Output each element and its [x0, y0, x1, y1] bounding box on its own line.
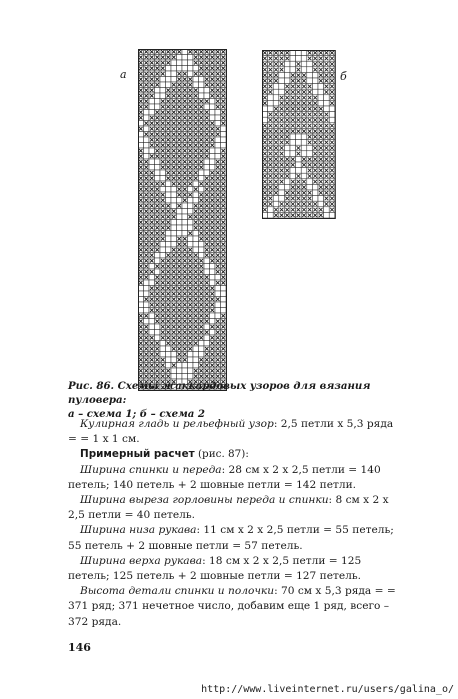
paragraph-gauge: Кулирная гладь и рельефный узор: 2,5 петли х 5,3 ряда = = 1 х 1 см.	[68, 418, 394, 446]
caption-line-2: а – схема 1; б – схема 2	[68, 408, 205, 420]
caption-line-1: Рис. 86. Схемы жаккардовых узоров для вязания пуловера:	[68, 380, 371, 406]
pattern-chart-b	[262, 50, 336, 219]
pattern-chart-a	[138, 49, 227, 391]
paragraph-cuff-width: Ширина низа рукава: 11 см х 2 х 2,5 петли = 55 петель; 55 петель + 2 шовные петли = 57 петель.	[68, 524, 394, 552]
paragraph-neckline-width: Ширина выреза горловины переда и спинки: 8 см х 2 х 2,5 петли = 40 петель.	[68, 494, 389, 522]
chart-a-label: а	[120, 68, 127, 81]
paragraph-body-height: Высота детали спинки и полочки: 70 см х 5,3 ряда = = 371 ряд; 371 нечетное число, добавим еще 1 ряд, всего – 372 ряда.	[68, 585, 396, 628]
figure-caption	[68, 379, 398, 421]
page-number: 146	[68, 641, 91, 654]
chart-b-label: б	[340, 70, 347, 83]
section-heading: Примерный расчет (рис. 87):	[80, 448, 249, 461]
pattern-grid-a	[138, 49, 227, 391]
footer-url[interactable]: http://www.liveinternet.ru/users/galina_o/	[201, 684, 454, 695]
calculation-text	[68, 417, 396, 630]
paragraph-sleeve-top-width: Ширина верха рукава: 18 см х 2 х 2,5 петли = 125 петель; 125 петель + 2 шовные петли = 127 петель.	[68, 554, 362, 583]
paragraph-back-width: Ширина спинки и переда: 28 см х 2 х 2,5 петли = 140 петель; 140 петель + 2 шовные петли = 142 петли.	[68, 463, 381, 491]
pattern-grid-b	[262, 50, 336, 219]
